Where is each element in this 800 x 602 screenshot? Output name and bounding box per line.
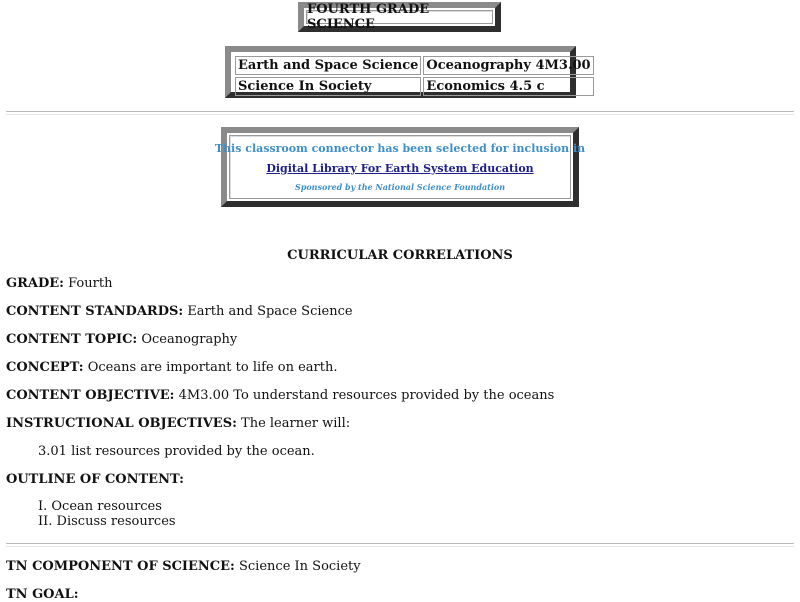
field-label: CONTENT STANDARDS: [6, 304, 184, 319]
field-value: Fourth [68, 276, 113, 291]
divider [6, 543, 794, 547]
field-label: OUTLINE OF CONTENT: [6, 472, 184, 487]
subject-cell: Science In Society [235, 77, 421, 96]
table-row [235, 77, 594, 96]
dlese-banner [214, 127, 586, 207]
tn-component-field [6, 559, 361, 574]
content-topic-field [6, 332, 237, 347]
outline-item: II. Discuss resources [38, 514, 176, 529]
field-label: CONTENT OBJECTIVE: [6, 388, 175, 403]
content-standards-field [6, 304, 353, 319]
grade-field [6, 276, 112, 291]
concept-field [6, 360, 338, 375]
dlese-intro-text: This classroom connector has been selected for inclusion in [214, 142, 586, 156]
field-value: Oceans are important to life on earth. [87, 360, 338, 375]
field-label: TN COMPONENT OF SCIENCE: [6, 559, 235, 574]
field-label: INSTRUCTIONAL OBJECTIVES: [6, 416, 237, 431]
subject-cell: Earth and Space Science [235, 56, 421, 75]
content-objective-field [6, 388, 554, 403]
dlese-link[interactable]: Digital Library For Earth System Education [266, 161, 534, 175]
topic-cell: Oceanography 4M3.00 [423, 56, 593, 75]
field-value: 4M3.00 To understand resources provided by the oceans [178, 388, 555, 403]
field-value: Earth and Space Science [187, 304, 353, 319]
field-label: CONCEPT: [6, 360, 84, 375]
instructional-objectives-field [6, 416, 350, 431]
dlese-sponsor-text: Sponsored by the National Science Foundation [294, 181, 506, 192]
subject-table [225, 46, 591, 98]
topic-cell: Economics 4.5 c [423, 77, 593, 96]
field-label: CONTENT TOPIC: [6, 332, 138, 347]
outline-field [6, 472, 184, 487]
field-label: GRADE: [6, 276, 64, 291]
objective-item: 3.01 list resources provided by the ocean. [38, 444, 315, 459]
table-row [235, 56, 594, 75]
page-title: FOURTH GRADE SCIENCE [306, 10, 493, 24]
section-heading: CURRICULAR CORRELATIONS [287, 248, 513, 263]
field-value: Science In Society [239, 559, 361, 574]
field-value: The learner will: [241, 416, 351, 431]
outline-item: I. Ocean resources [38, 499, 162, 514]
page-title-box [298, 2, 501, 32]
divider [6, 111, 794, 115]
field-value: Oceanography [141, 332, 238, 347]
field-label: TN GOAL: [6, 587, 79, 602]
